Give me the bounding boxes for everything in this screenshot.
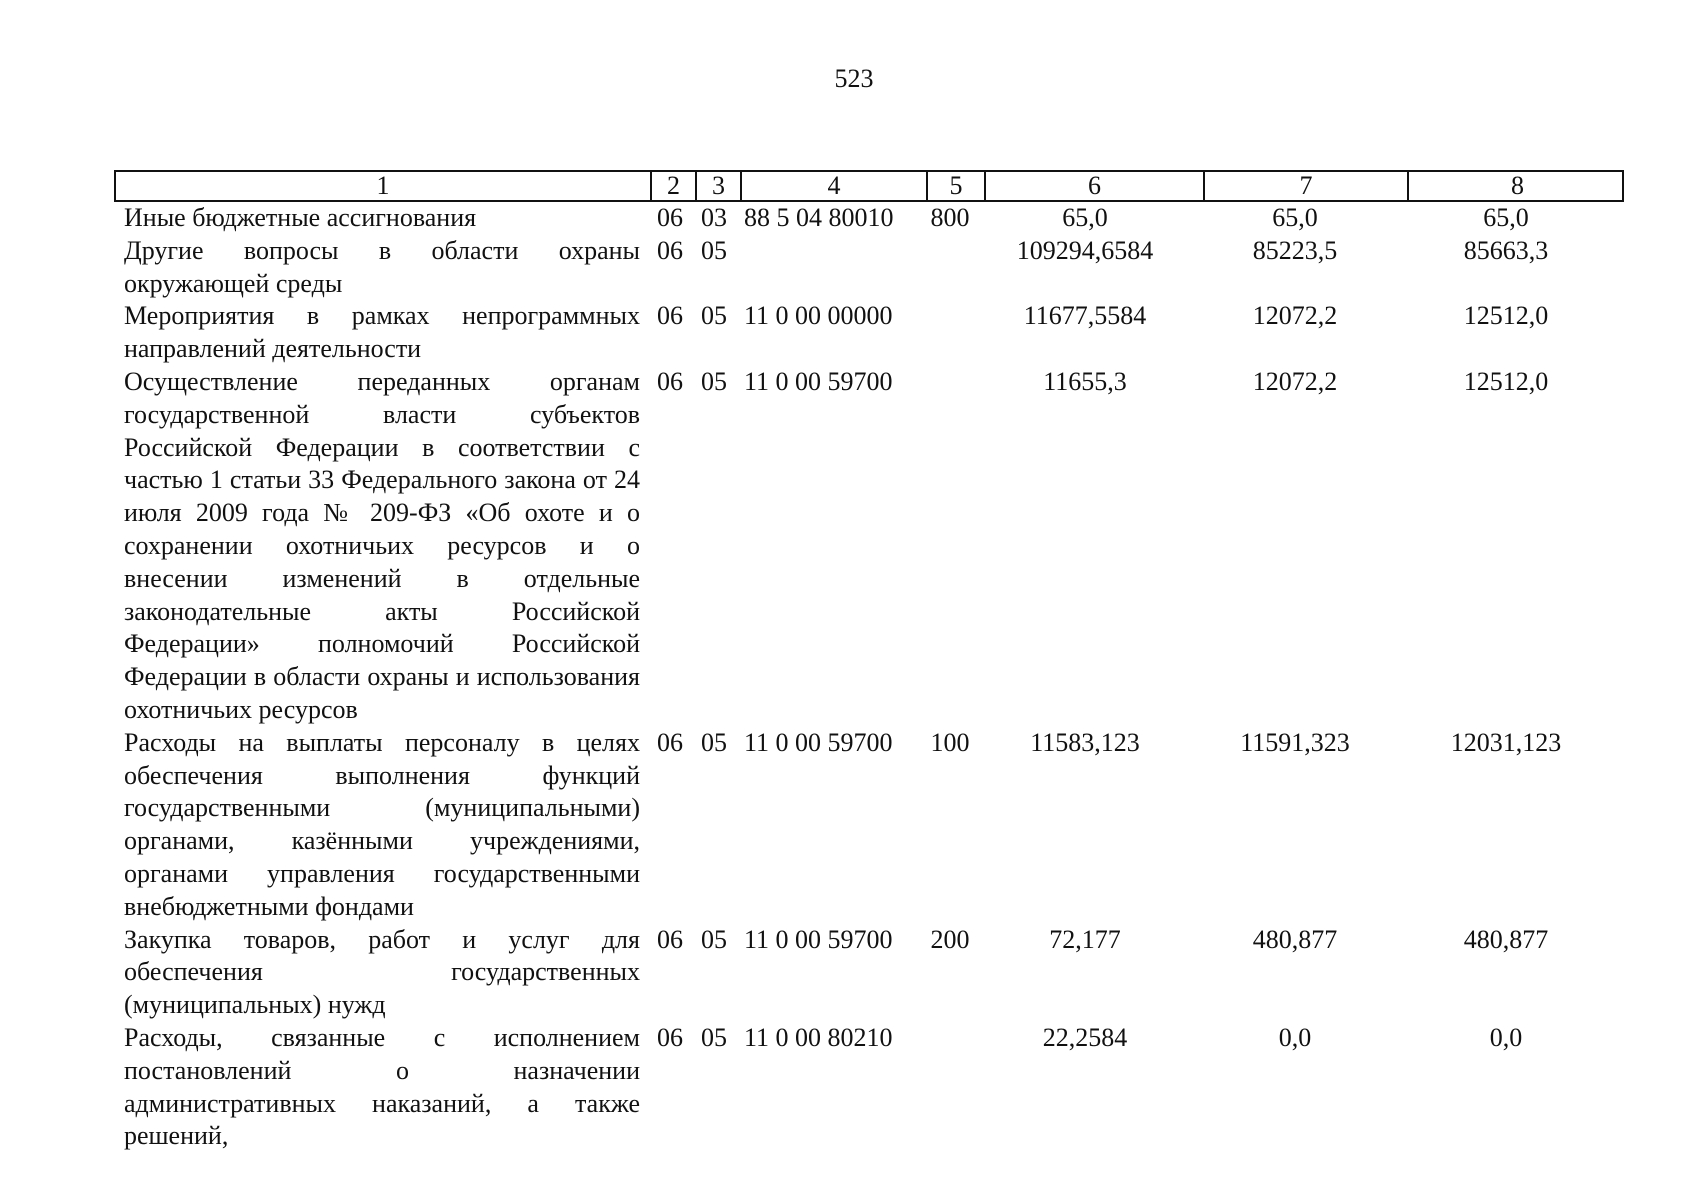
row-description: Осуществление переданных органам государственной власти субъектов Российской Федерации в соответствии с частью 1 статьи 33 Федерального закона от 24 июля 2009 года № 209-ФЗ «Об охоте и о сохранении охотничьих ресурсов и о внесении изменений в отдельные законодательные акты Российской Федерации» полномочий Российской Федерации в области охраны и использования охотничьих ресурсов [124,366,640,724]
row-description: Расходы, связанные с исполнением постановлений о назначении административных наказаний, а также решений, [124,1022,640,1151]
table-row [124,366,1624,727]
row-amount-8: 12512,0 [1463,366,1549,396]
header-col-6: 6 [986,172,1205,200]
row-description: Расходы на выплаты персоналу в целях обеспечения выполнения функций государственными (муниципальными) органами, казёнными учреждениями, органами управления государственными внебюджетными фондами [124,727,640,921]
row-expense-type: 100 [930,727,970,757]
row-description: Другие вопросы в области охраны окружающей среды [124,235,640,298]
row-target-code: 11 0 00 59700 [744,924,893,954]
row-target-code: 11 0 00 00000 [744,301,893,331]
row-subsection: 05 [701,727,727,757]
row-target-code: 11 0 00 59700 [744,727,893,757]
row-amount-6: 22,2584 [1042,1022,1128,1052]
row-description: Закупка товаров, работ и услуг для обеспечения государственных (муниципальных) нужд [124,924,640,1020]
header-col-5: 5 [928,172,986,200]
row-amount-7: 65,0 [1272,203,1318,232]
row-target-code: 88 5 04 80010 [744,203,894,232]
page-number: 523 [834,64,874,93]
row-expense-type [922,1022,978,1153]
table-body [124,202,1624,1153]
row-expense-type: 800 [930,203,970,232]
row-amount-8: 0,0 [1489,1022,1523,1052]
row-amount-8: 65,0 [1483,203,1529,232]
row-section: 06 [657,203,683,232]
row-target-code [736,235,922,301]
row-expense-type [922,366,978,727]
row-amount-6: 65,0 [1062,203,1108,232]
header-col-3: 3 [697,172,742,200]
table-header [114,170,1624,202]
header-col-8: 8 [1511,171,1524,200]
row-section: 06 [657,235,683,265]
header-col-2: 2 [652,172,697,200]
row-section: 06 [657,1022,683,1052]
row-amount-8: 12031,123 [1450,727,1562,757]
table-row [124,1022,1624,1153]
row-amount-8: 85663,3 [1463,235,1549,265]
row-target-code: 11 0 00 59700 [744,366,893,396]
row-amount-6: 109294,6584 [1016,235,1154,265]
row-expense-type [922,300,978,366]
row-amount-7: 85223,5 [1252,235,1338,265]
row-subsection: 03 [701,203,727,232]
row-amount-7: 12072,2 [1252,301,1338,331]
row-subsection: 05 [701,301,727,331]
row-amount-6: 11677,5584 [1023,301,1147,331]
row-amount-7: 11591,323 [1240,727,1350,757]
row-section: 06 [657,924,683,954]
header-col-7: 7 [1205,172,1409,200]
row-amount-6: 11655,3 [1043,366,1127,396]
row-expense-type: 200 [930,924,970,954]
row-amount-6: 72,177 [1049,924,1121,954]
table-row [124,300,1624,366]
row-subsection: 05 [701,366,727,396]
header-col-4: 4 [742,172,928,200]
row-description: Иные бюджетные ассигнования [124,203,477,232]
table-row [124,727,1624,924]
row-subsection: 05 [701,235,727,265]
table-row [124,924,1624,1022]
row-amount-6: 11583,123 [1030,727,1140,757]
row-expense-type [922,235,978,301]
row-subsection: 05 [701,924,727,954]
table-row [124,235,1624,301]
row-amount-8: 12512,0 [1463,301,1549,331]
row-section: 06 [657,727,683,757]
table-row [124,202,1624,235]
row-subsection: 05 [701,1022,727,1052]
row-section: 06 [657,366,683,396]
header-col-1: 1 [116,172,652,200]
row-amount-7: 12072,2 [1252,366,1338,396]
row-amount-7: 0,0 [1278,1022,1312,1052]
row-amount-7: 480,877 [1252,924,1338,954]
row-section: 06 [657,301,683,331]
row-description: Мероприятия в рамках непрограммных направлений деятельности [124,301,640,364]
row-amount-8: 480,877 [1463,924,1549,954]
row-target-code: 11 0 00 80210 [744,1022,893,1052]
